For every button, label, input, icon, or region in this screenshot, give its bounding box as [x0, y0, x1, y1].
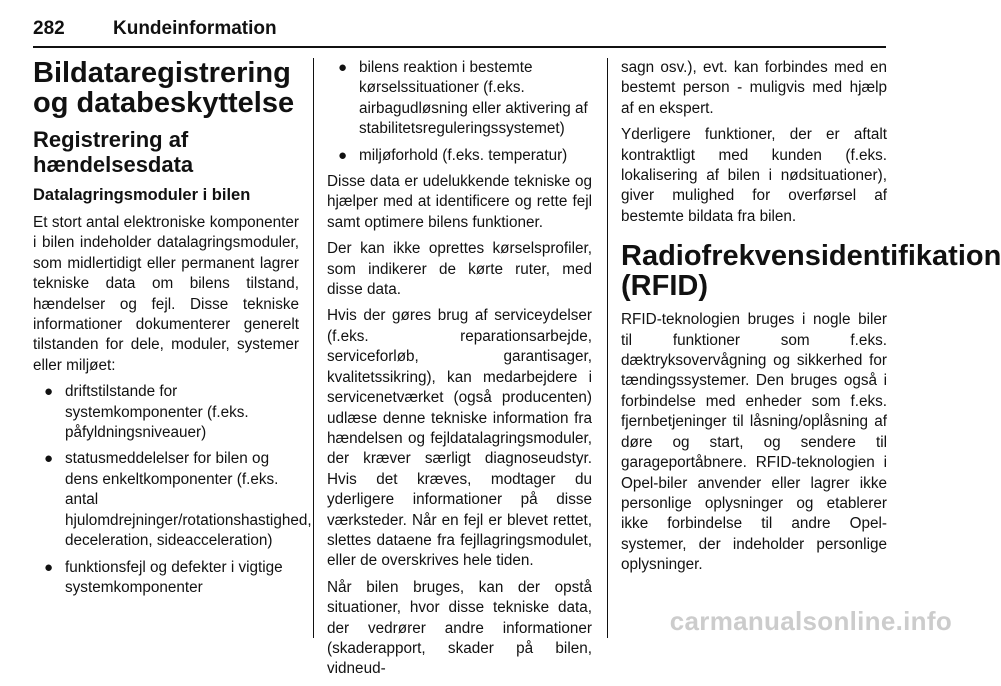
- page-header: [33, 8, 886, 46]
- paragraph: RFID-teknologien bruges i nogle biler til funktioner som f.eks. dæktryksovervågning og sikkerhed for tændingssystemer. Den bruges også i forbindelse med enheder som f.eks. fjernbetjeninger til låsning/oplåsning af døre og start, og sendere til garageportåbnere. RFID-teknologien i Opel-biler anvender eller lagrer ikke personlige oplysninger og etablerer ikke forbindelse til andre Opel-systemer, der indeholder personlige oplysninger.: [621, 311, 887, 574]
- subsection-heading: Registrering af hændelsesdata: [33, 127, 194, 177]
- column-1: [33, 57, 312, 604]
- list-item: ● miljøforhold (f.eks. temperatur): [327, 146, 592, 166]
- paragraph: Der kan ikke oprettes kørselsprofiler, som indikerer de kørte ruter, med disse data.: [327, 240, 592, 299]
- column-divider-2: [607, 58, 608, 638]
- header-rule: [33, 46, 886, 48]
- bullet-icon: ●: [338, 146, 348, 164]
- paragraph: Hvis der gøres brug af serviceydelser (f.eks. reparationsarbejde, serviceforløb, garantisager, kvalitetssikring), kan medarbejdere i servicenetværket (også producenten) udlæse denne tekniske information fra hændelsen og fejldatalagringsmoduler, der kræver særligt diagnoseudstyr. Hvis det kræves, modtager du yderligere informationer på disse værksteder. Når en fejl er blevet rettet, slettes dataene fra fejllagringsmodulet, eller de overskrives hele tiden.: [327, 307, 592, 570]
- bullet-icon: ●: [44, 558, 54, 576]
- bullet-icon: ●: [338, 59, 348, 76]
- section-heading: Bildataregistrering og databeskyttelse: [33, 57, 295, 119]
- bullet-icon: ●: [44, 383, 54, 401]
- list-item: ● bilens reaktion i bestemte kørselssituationer (f.eks. airbagudløsning eller aktivering af stabilitetsreguleringssystemet): [338, 59, 588, 138]
- bullet-list: [327, 58, 592, 166]
- paragraph: sagn osv.), evt. kan forbindes med en bestemt person - muligvis med hjælp af en ekspert.: [621, 59, 887, 117]
- sub-subsection-heading: Datalagringsmoduler i bilen: [33, 186, 251, 204]
- chapter-title: Kundeinformation: [113, 18, 277, 39]
- column-2: [327, 58, 592, 686]
- list-item: ● funktionsfejl og defekter i vigtige systemkomponenter: [44, 558, 283, 596]
- bullet-icon: ●: [44, 450, 54, 468]
- column-3: [621, 58, 1001, 582]
- bullet-list: [33, 382, 312, 598]
- page-number: 282: [33, 18, 65, 39]
- paragraph: Når bilen bruges, kan der opstå situationer, hvor disse tekniske data, der vedrører andre informationer (skaderapport, skader på bilen, vidneud-: [327, 578, 592, 678]
- column-divider-1: [313, 58, 314, 638]
- section-heading: Radiofrekvensidentifikation (RFID): [621, 240, 1001, 303]
- paragraph: Disse data er udelukkende tekniske og hjælper med at identificere og rette fejl samt optimere bilens funktioner.: [327, 173, 592, 231]
- paragraph: Et stort antal elektroniske komponenter i bilen indeholder datalagringsmoduler, som midlertidigt eller permanent lagrer tekniske data om bilens tilstand, hændelser og fejl. Disse tekniske informationer dokumenterer generelt tilstanden for dele, moduler, systemer eller miljøet:: [33, 214, 299, 374]
- list-item: ● statusmeddelelser for bilen og dens enkeltkomponenter (f.eks. antal hjulomdrejninger/rotationshastighed, deceleration, sideacceleration): [44, 450, 312, 550]
- list-item: ● driftstilstande for systemkomponenter (f.eks. påfyldningsniveauer): [44, 383, 249, 442]
- paragraph: Yderligere funktioner, der er aftalt kontraktligt med kunden (f.eks. lokalisering af bilen i nødsituationer), giver mulighed for overførsel af bestemte bildata fra bilen.: [621, 126, 887, 225]
- watermark: carmanualsonline.info: [669, 606, 952, 636]
